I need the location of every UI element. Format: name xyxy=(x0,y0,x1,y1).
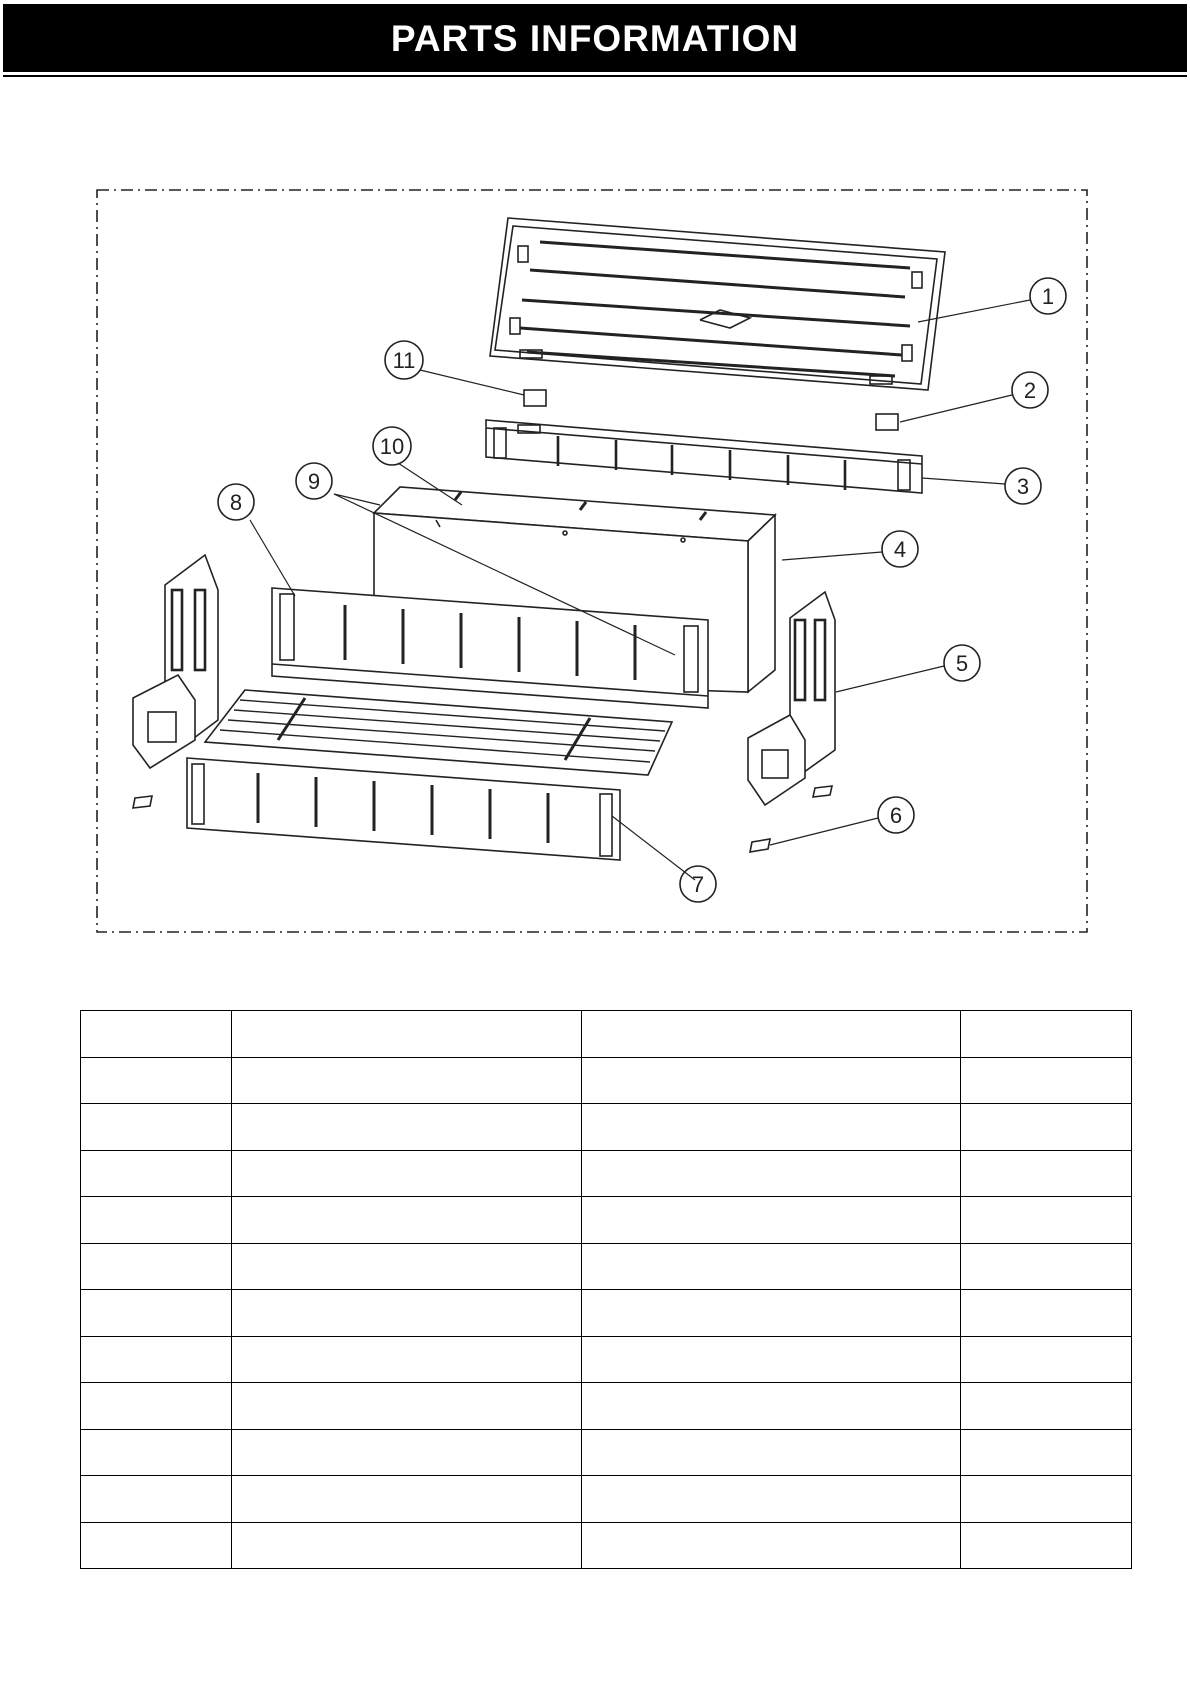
callout-6: 6 xyxy=(889,803,903,828)
table-cell xyxy=(81,1104,232,1151)
table-cell xyxy=(582,1522,961,1569)
table-cell xyxy=(232,1290,582,1337)
table-cell xyxy=(582,1197,961,1244)
table-cell xyxy=(582,1383,961,1430)
table-cell xyxy=(582,1150,961,1197)
part-7-front-rail xyxy=(187,758,620,860)
table-cell xyxy=(81,1336,232,1383)
callout-5: 5 xyxy=(955,651,969,676)
table-cell xyxy=(232,1522,582,1569)
table-cell xyxy=(961,1476,1132,1523)
table-cell xyxy=(582,1104,961,1151)
table-cell xyxy=(961,1290,1132,1337)
callout-10: 10 xyxy=(379,434,405,459)
part-11-bracket xyxy=(524,390,546,406)
table-cell xyxy=(961,1104,1132,1151)
table-row xyxy=(81,1057,1132,1104)
table-cell xyxy=(961,1522,1132,1569)
table-cell xyxy=(582,1429,961,1476)
table-row xyxy=(81,1011,1132,1058)
table-row xyxy=(81,1429,1132,1476)
table-cell xyxy=(582,1011,961,1058)
table-cell xyxy=(232,1150,582,1197)
table-cell xyxy=(232,1336,582,1383)
table-cell xyxy=(961,1243,1132,1290)
table-cell xyxy=(81,1290,232,1337)
table-cell xyxy=(232,1476,582,1523)
table-row xyxy=(81,1290,1132,1337)
table-cell xyxy=(81,1057,232,1104)
table-cell xyxy=(582,1243,961,1290)
callout-4: 4 xyxy=(893,537,907,562)
table-cell xyxy=(81,1429,232,1476)
table-row xyxy=(81,1476,1132,1523)
callout-8: 8 xyxy=(229,490,243,515)
table-cell xyxy=(961,1429,1132,1476)
table-cell xyxy=(961,1197,1132,1244)
part-5-side-panel-left xyxy=(133,555,218,768)
table-cell xyxy=(81,1522,232,1569)
part-6-foot-right-b xyxy=(750,839,770,852)
table-row xyxy=(81,1336,1132,1383)
table-row xyxy=(81,1243,1132,1290)
callout-1: 1 xyxy=(1041,284,1055,309)
parts-table xyxy=(80,1010,1132,1569)
table-cell xyxy=(961,1383,1132,1430)
table-cell xyxy=(961,1336,1132,1383)
table-cell xyxy=(81,1150,232,1197)
table-row xyxy=(81,1383,1132,1430)
table-cell xyxy=(81,1011,232,1058)
part-2-bracket xyxy=(876,414,898,430)
table-cell xyxy=(582,1057,961,1104)
table-cell xyxy=(232,1429,582,1476)
table-cell xyxy=(232,1057,582,1104)
table-cell xyxy=(232,1104,582,1151)
table-row xyxy=(81,1197,1132,1244)
part-6-foot-left xyxy=(133,796,152,808)
seat-slat-panel xyxy=(205,690,672,775)
table-row xyxy=(81,1150,1132,1197)
callout-11: 11 xyxy=(392,348,416,373)
table-cell xyxy=(582,1476,961,1523)
table-row xyxy=(81,1104,1132,1151)
table-cell xyxy=(961,1057,1132,1104)
callout-3: 3 xyxy=(1016,474,1030,499)
table-cell xyxy=(81,1243,232,1290)
table-cell xyxy=(81,1197,232,1244)
table-cell xyxy=(232,1011,582,1058)
table-cell xyxy=(232,1197,582,1244)
table-cell xyxy=(81,1383,232,1430)
table-cell xyxy=(582,1336,961,1383)
table-cell xyxy=(232,1383,582,1430)
page-title: PARTS INFORMATION xyxy=(390,18,800,59)
part-1-top-panel xyxy=(490,218,945,390)
callout-9: 9 xyxy=(307,469,321,494)
part-3-back-rail xyxy=(486,420,922,493)
callout-7: 7 xyxy=(691,872,705,897)
callout-2: 2 xyxy=(1023,378,1037,403)
table-cell xyxy=(81,1476,232,1523)
table-cell xyxy=(232,1243,582,1290)
part-6-foot-right-a xyxy=(813,786,832,797)
table-cell xyxy=(582,1290,961,1337)
table-row xyxy=(81,1522,1132,1569)
table-cell xyxy=(961,1011,1132,1058)
table-cell xyxy=(961,1150,1132,1197)
parts-table-body xyxy=(81,1011,1132,1569)
